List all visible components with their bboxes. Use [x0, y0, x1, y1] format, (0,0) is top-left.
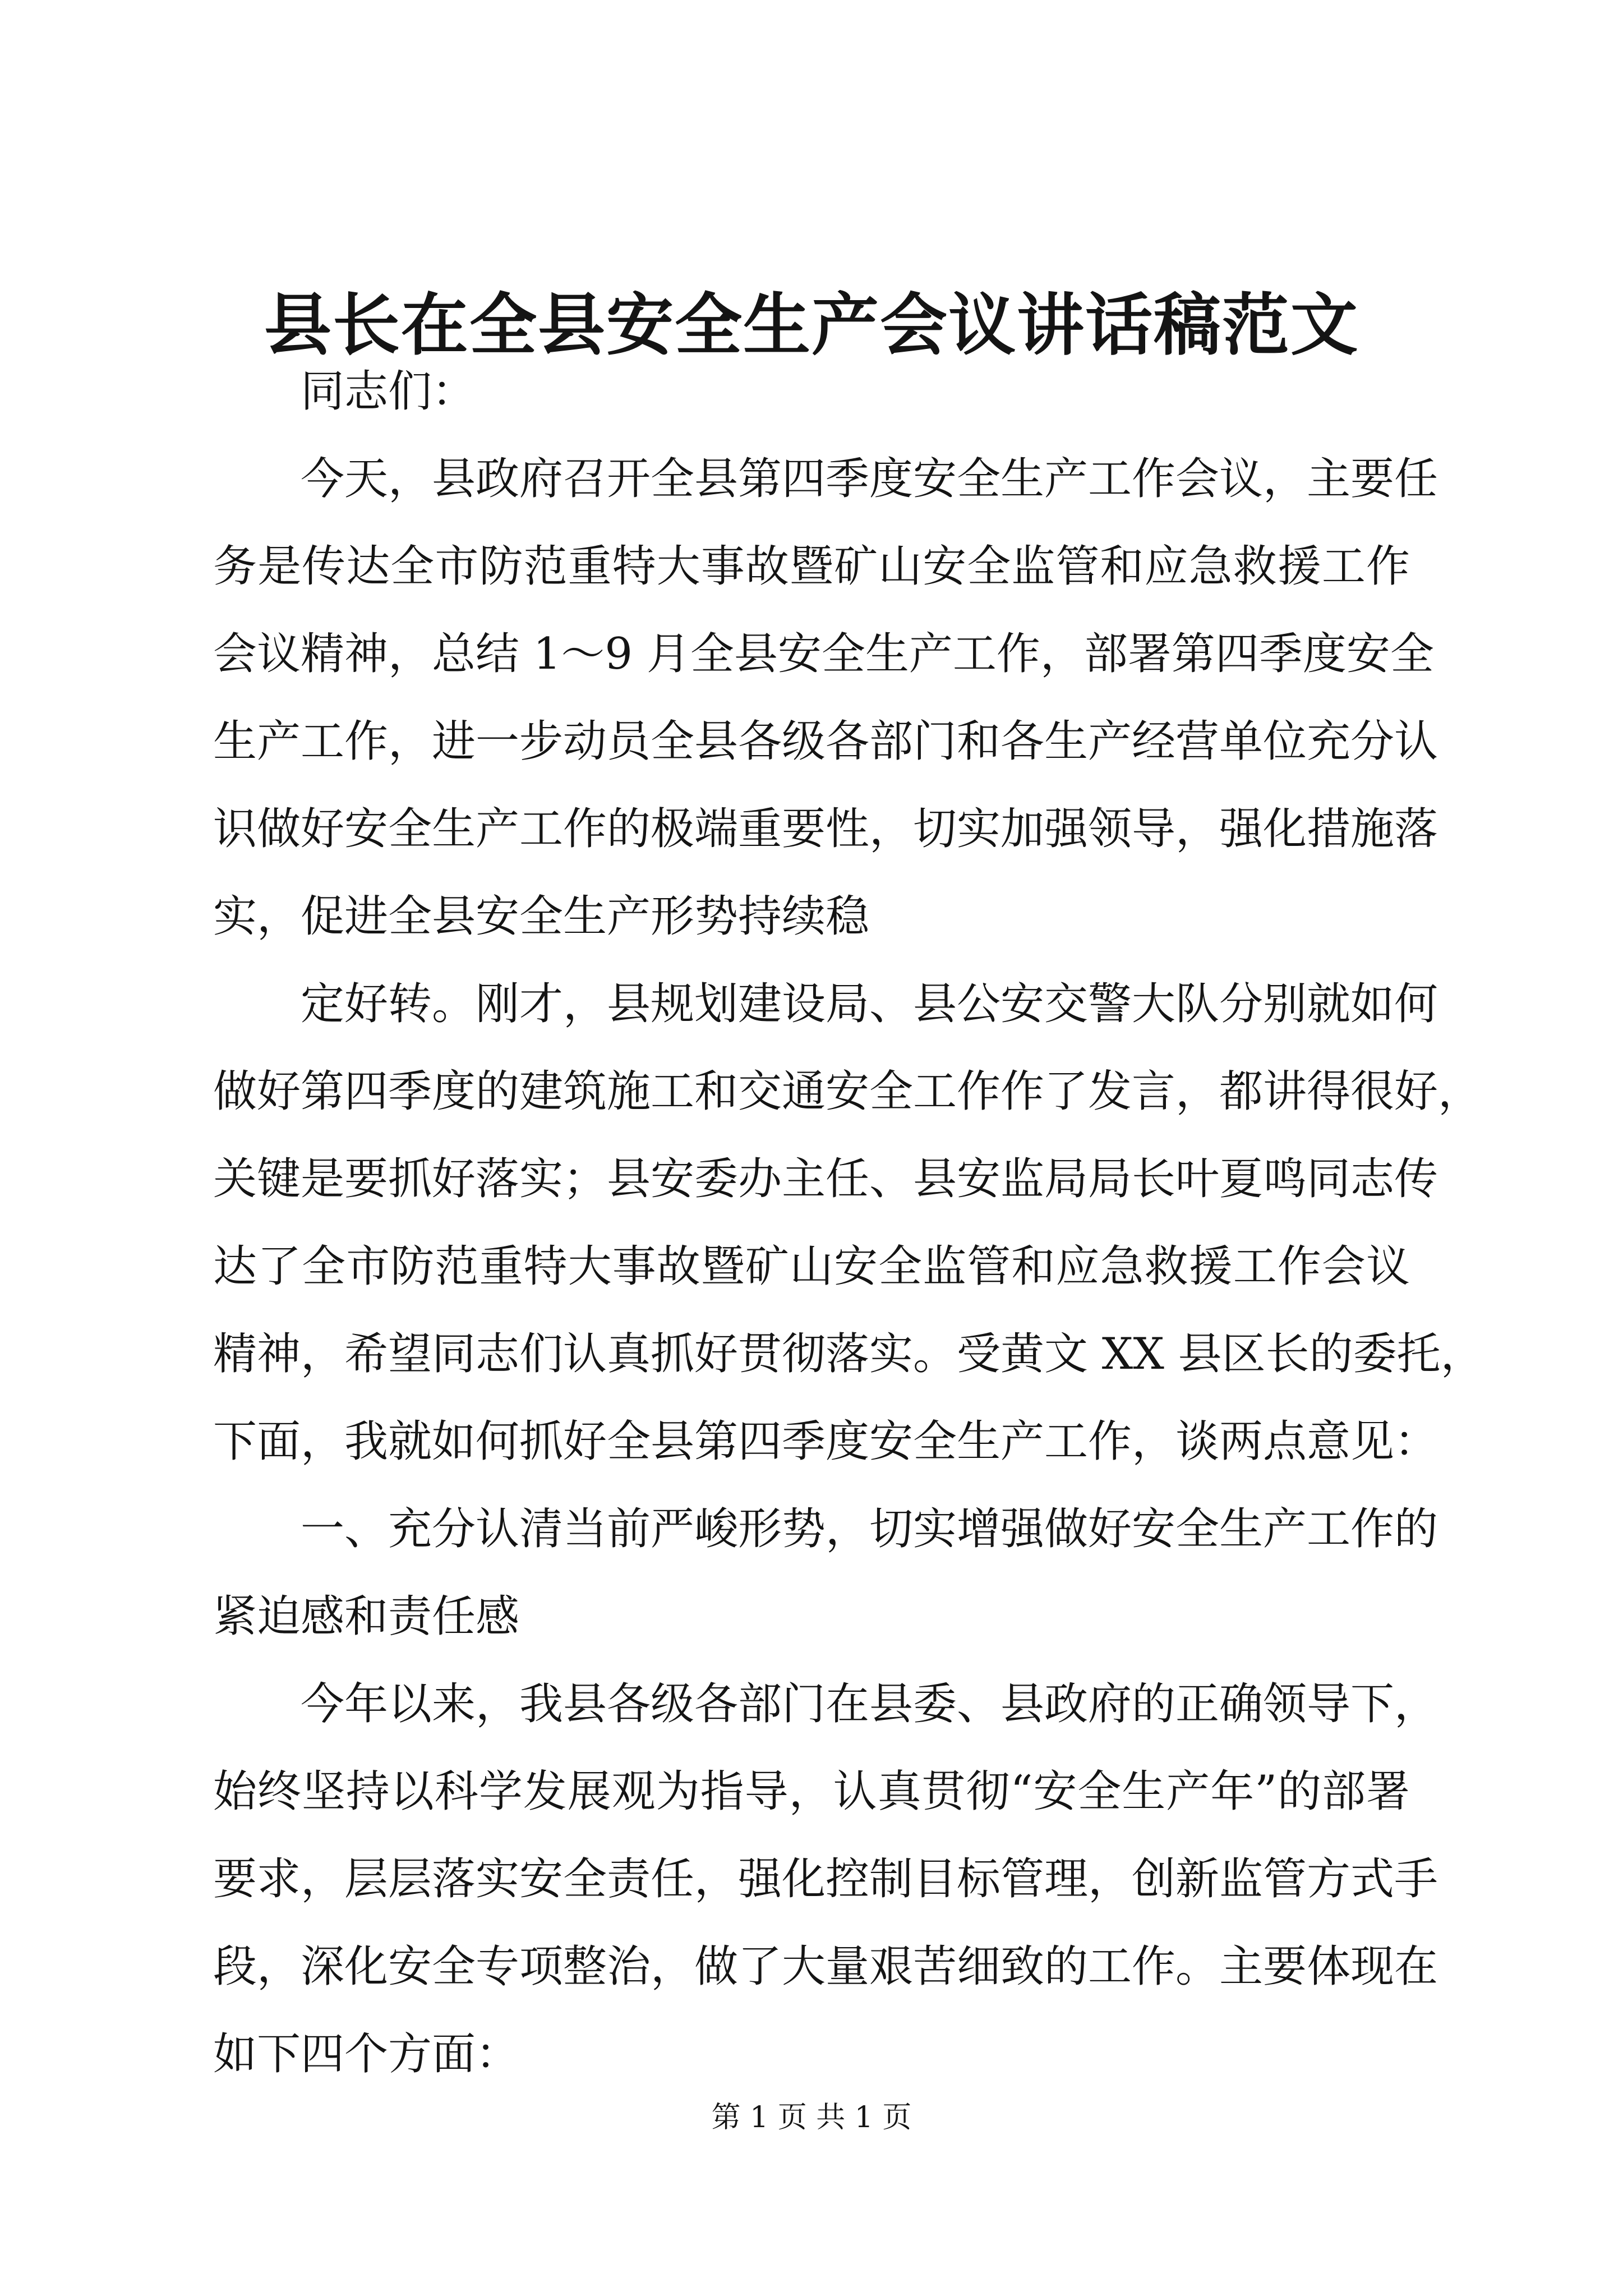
paragraph-3-line: 要求，层层落实安全责任，强化控制目标管理，创新监管方式手 [213, 1854, 1438, 1904]
paragraph-1-line: 今天，县政府召开全县第四季度安全生产工作会议，主要任 [301, 454, 1438, 504]
paragraph-2-line: 定好转。刚才，县规划建设局、县公安交警大队分别就如何 [301, 979, 1438, 1029]
paragraph-2-line: 精神，希望同志们认真抓好贯彻落实。受黄文 XX 县区长的委托， [213, 1329, 1484, 1379]
paragraph-1-line: 生产工作，进一步动员全县各级各部门和各生产经营单位充分认 [213, 716, 1438, 767]
salutation-line: 同志们： [301, 366, 476, 417]
paragraph-3-line: 始终坚持以科学发展观为指导，认真贯彻“安全生产年”的部署 [213, 1766, 1410, 1817]
paragraph-3-line: 如下四个方面： [213, 2029, 520, 2079]
paragraph-3-line: 今年以来，我县各级各部门在县委、县政府的正确领导下， [301, 1679, 1438, 1729]
paragraph-1-line: 实，促进全县安全生产形势持续稳 [213, 891, 870, 942]
paragraph-2-line: 关键是要抓好落实；县安委办主任、县安监局局长叶夏鸣同志传 [213, 1154, 1438, 1204]
paragraph-3-line: 段，深化安全专项整治，做了大量艰苦细致的工作。主要体现在 [213, 1941, 1438, 1992]
section-heading-line: 一、充分认清当前严峻形势，切实增强做好安全生产工作的 [301, 1504, 1438, 1554]
paragraph-1-line: 会议精神，总结 1～9 月全县安全生产工作，部署第四季度安全 [213, 629, 1434, 679]
document-title: 县长在全县安全生产会议讲话稿范文 [264, 286, 1359, 365]
paragraph-2-line: 达了全市防范重特大事故暨矿山安全监管和应急救援工作会议 [213, 1241, 1410, 1292]
section-heading-line: 紧迫感和责任感 [213, 1591, 520, 1642]
document-body [213, 348, 1484, 2098]
paragraph-2-line: 下面，我就如何抓好全县第四季度安全生产工作，谈两点意见： [213, 1416, 1438, 1467]
page-number-footer: 第 1 页 共 1 页 [711, 2101, 912, 2134]
paragraph-1-line: 务是传达全市防范重特大事故暨矿山安全监管和应急救援工作 [213, 541, 1410, 592]
paragraph-2-line: 做好第四季度的建筑施工和交通安全工作作了发言，都讲得很好， [213, 1066, 1482, 1117]
paragraph-1-line: 识做好安全生产工作的极端重要性，切实加强领导，强化措施落 [213, 804, 1438, 854]
